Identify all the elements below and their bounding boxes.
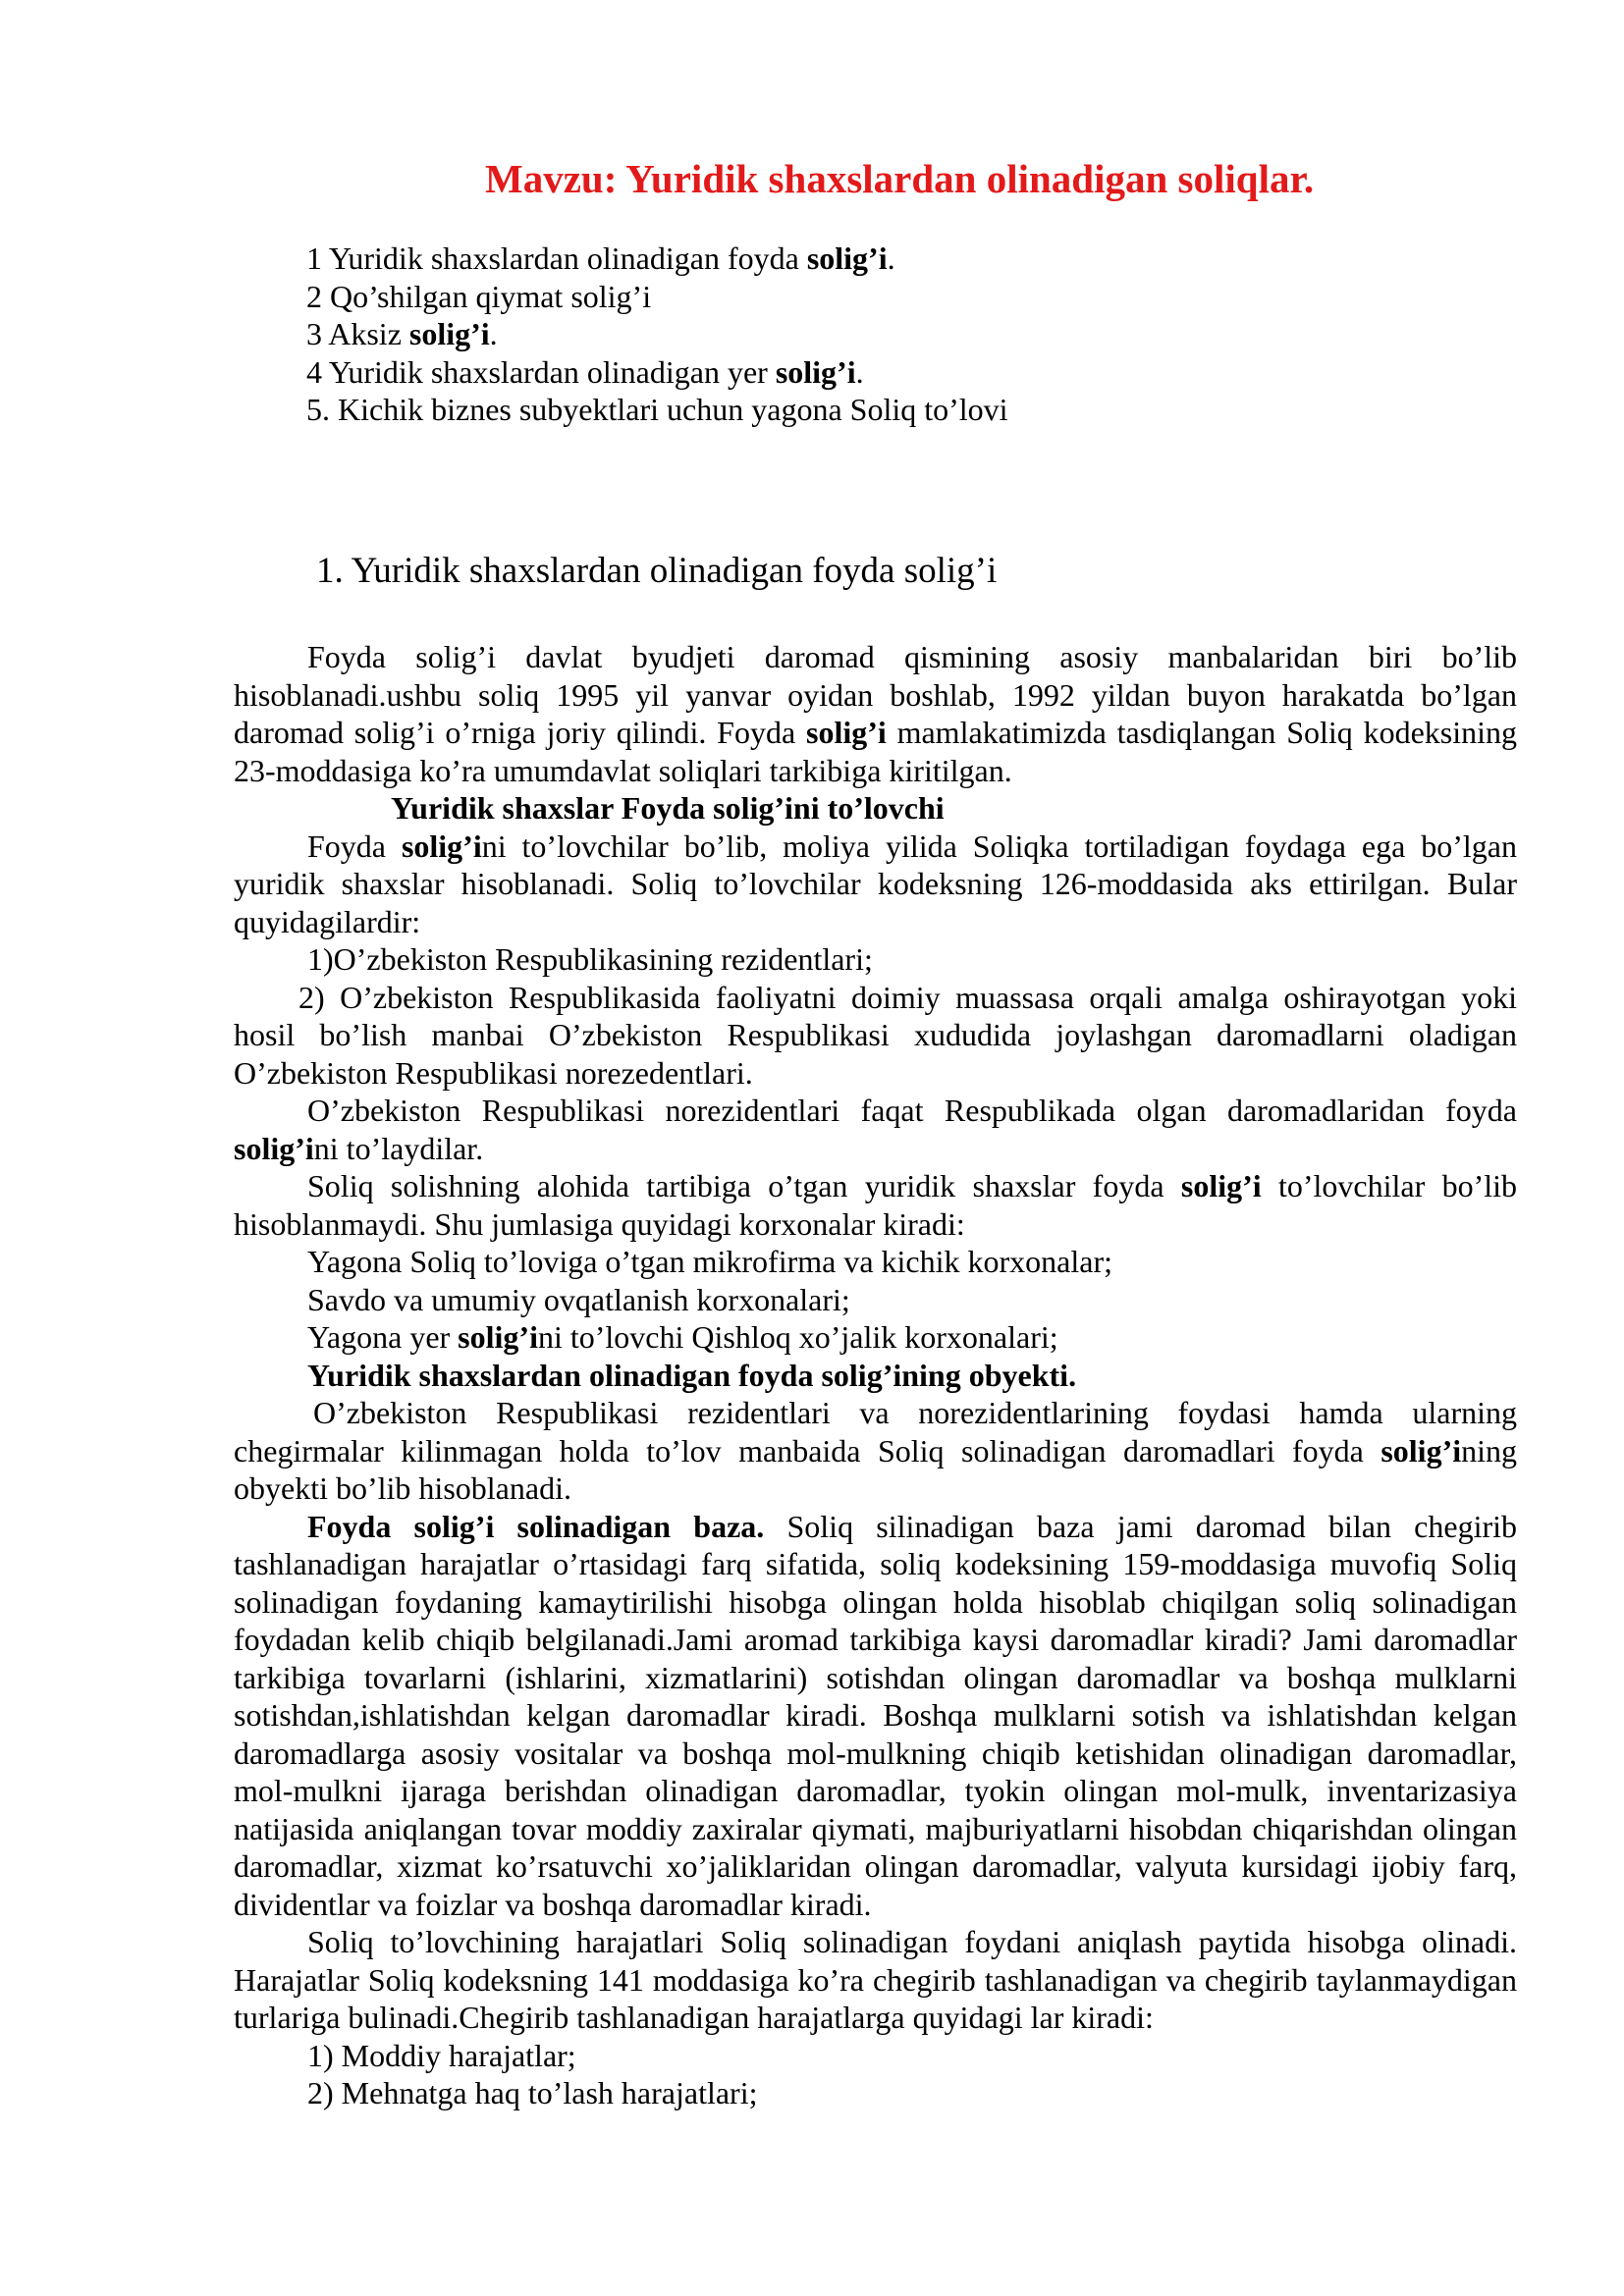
list-item: 2) Mehnatga haq to’lash harajatlari; (307, 2075, 758, 2110)
section-heading: 1. Yuridik shaxslardan olinadigan foyda solig’i (316, 551, 998, 591)
page-title: Mavzu: Yuridik shaxslardan olinadigan soliqlar. (485, 156, 1315, 201)
list-text: Yagona yer (307, 1319, 459, 1355)
topic-item (306, 391, 1008, 429)
list-item (234, 1318, 1517, 1357)
topic-bold: solig’i (408, 316, 490, 351)
list-text: ni to’lovchi Qishloq xo’jalik korxonalari; (537, 1319, 1058, 1355)
bold-term: solig’i (401, 828, 482, 864)
paragraph-text: ni to’laydilar. (313, 1130, 484, 1166)
topic-item (306, 315, 1008, 353)
list-item: 1) Moddiy harajatlar; (307, 2037, 576, 2073)
body-text (234, 638, 1517, 2112)
topic-bold: solig’i (806, 240, 888, 276)
topic-list (306, 240, 1008, 429)
topic-item (306, 353, 1008, 392)
paragraph-text: to’lovchilar bo’lib hisoblanmaydi. Shu jumlasiga quyidagi korxonalar kiradi: (234, 1168, 1517, 1242)
topic-tail: . (855, 353, 864, 390)
paragraph-text: ni to’lovchilar bo’lib, moliya yilida Soliqka tortiladigan foydaga ega bo’lgan yuridik shaxslar hisoblanadi. Soliq to’lovchilar kodeksning 126-moddasida aks ettirilgan. Bular quyidagilardir: (234, 828, 1518, 939)
paragraph-text: ning obyekti bo’lib hisoblanadi. (234, 1432, 1517, 1506)
list-item: 2) O’zbekiston Respublikasida faoliyatni doimiy muassasa orqali amalga oshirayotgan yoki hosil bo’lish manbai O’zbekiston Respublikasi xududida joylashgan daromadlarni oladigan O’zbekiston Respublikasi norezedentlari. (234, 979, 1517, 1091)
paragraph (234, 1394, 1517, 1508)
bold-term: solig’i (806, 715, 887, 750)
list-item: 1)O’zbekiston Respublikasining rezidentlari; (307, 941, 873, 977)
bold-term: solig’i (1180, 1168, 1262, 1203)
list-item: Yagona Soliq to’loviga o’tgan mikrofirma va kichik korxonalar; (307, 1244, 1113, 1279)
paragraph-text: Soliq silinadigan baza jami daromad bilan chegirib tashlanadigan harajatlar o’rtasidagi farq sifatida, soliq kodeksining 159-moddasiga muvofiq Soliq solinadigan foydaning kamaytirilishi hisobga olingan holda hisoblab chiqilgan soliq solinadigan foydadan kelib chiqib belgilanadi.Jami aromad tarkibiga kaysi daromadlar kiradi? Jami daromadlar tarkibiga tovarlarni (ishlarini, xizmatlarini) sotishdan olingan daromadlar va boshqa mulklarni sotishdan,ishlatishdan kelgan daromadlar kiradi. Boshqa mulklarni sotish va ishlatishdan kelgan daromadlarga asosiy vositalar va boshqa mol-mulkning chiqib ketishidan olinadigan daromadlar, mol-mulkni ijaraga berishdan olinadigan daromadlar, tyokin olingan mol-mulk, inventarizasiya natijasida aniqlangan tovar moddiy zaxiralar qiymati, majburiyatlarni hisobdan chiqarishdan olingan daromadlar, xizmat ko’rsatuvchi xo’jaliklaridan olingan daromadlar, valyuta kursidagi ijobiy farq, dividentlar va foizlar va boshqa daromadlar kiradi. (234, 1508, 1518, 1922)
paragraph-text: Foyda solig’i davlat byudjeti daromad qismining asosiy manbalaridan biri bo’lib hisoblanadi.ushbu soliq 1995 yil yanvar oyidan boshlab, 1992 yildan buyon harakatda bo’lgan daromad solig’i o’rniga joriy qilindi. Foyda (234, 639, 1517, 750)
topic-bold: solig’i (775, 353, 856, 390)
topic-text: 3 Aksiz (306, 316, 409, 351)
topic-text: 2 Qo’shilgan qiymat solig’i (306, 278, 652, 314)
paragraph (234, 828, 1517, 941)
paragraph-text: mamlakatimizda tasdiqlangan Soliq kodeksining 23-moddasiga ko’ra umumdavlat soliqlari tarkibiga kiritilgan. (234, 715, 1518, 788)
bold-term: solig’i (234, 1130, 314, 1166)
topic-text: 5. Kichik biznes subyektlari uchun yagona Soliq to’lovi (306, 392, 1008, 427)
topic-text: 1 Yuridik shaxslardan olinadigan foyda (306, 240, 807, 276)
paragraph (234, 1092, 1517, 1167)
paragraph (234, 1508, 1517, 1924)
subheading: Yuridik shaxslar Foyda solig’ini to’lovchi (391, 790, 945, 826)
bold-term: Foyda solig’i solinadigan baza. (307, 1508, 765, 1544)
topic-tail: . (887, 240, 895, 276)
list-item: Savdo va umumiy ovqatlanish korxonalari; (307, 1281, 850, 1317)
paragraph-text: O’zbekiston Respublikasi rezidentlari va norezidentlarining foydasi hamda ularning chegirmalar kilinmagan holda to’lov manbaida Soliq solinadigan daromadlari foyda (234, 1395, 1517, 1468)
topic-tail: . (489, 316, 498, 351)
bold-term: solig’i (1380, 1432, 1462, 1468)
subheading: Yuridik shaxslardan olinadigan foyda solig’ining obyekti. (307, 1357, 1077, 1393)
topic-item (306, 240, 1008, 278)
bold-term: solig’i (458, 1319, 538, 1355)
topic-item (306, 278, 1008, 316)
paragraph: Soliq to’lovchining harajatlari Soliq solinadigan foydani aniqlash paytida hisobga olinadi. Harajatlar Soliq kodeksning 141 moddasiga ko’ra chegirib tashlanadigan va chegirib taylanmaydigan turlariga bulinadi.Chegirib tashlanadigan harajatlarga quyidagi lar kiradi: (234, 1924, 1517, 2035)
topic-text: 4 Yuridik shaxslardan olinadigan yer (306, 353, 776, 390)
paragraph (234, 638, 1517, 789)
paragraph (234, 1167, 1517, 1243)
paragraph-text: Soliq solishning alohida tartibiga o’tgan yuridik shaxslar foyda (307, 1168, 1181, 1203)
paragraph-text: O’zbekiston Respublikasi norezidentlari faqat Respublikada olgan daromadlaridan foyda (307, 1093, 1517, 1128)
paragraph-text: Foyda (307, 828, 402, 864)
